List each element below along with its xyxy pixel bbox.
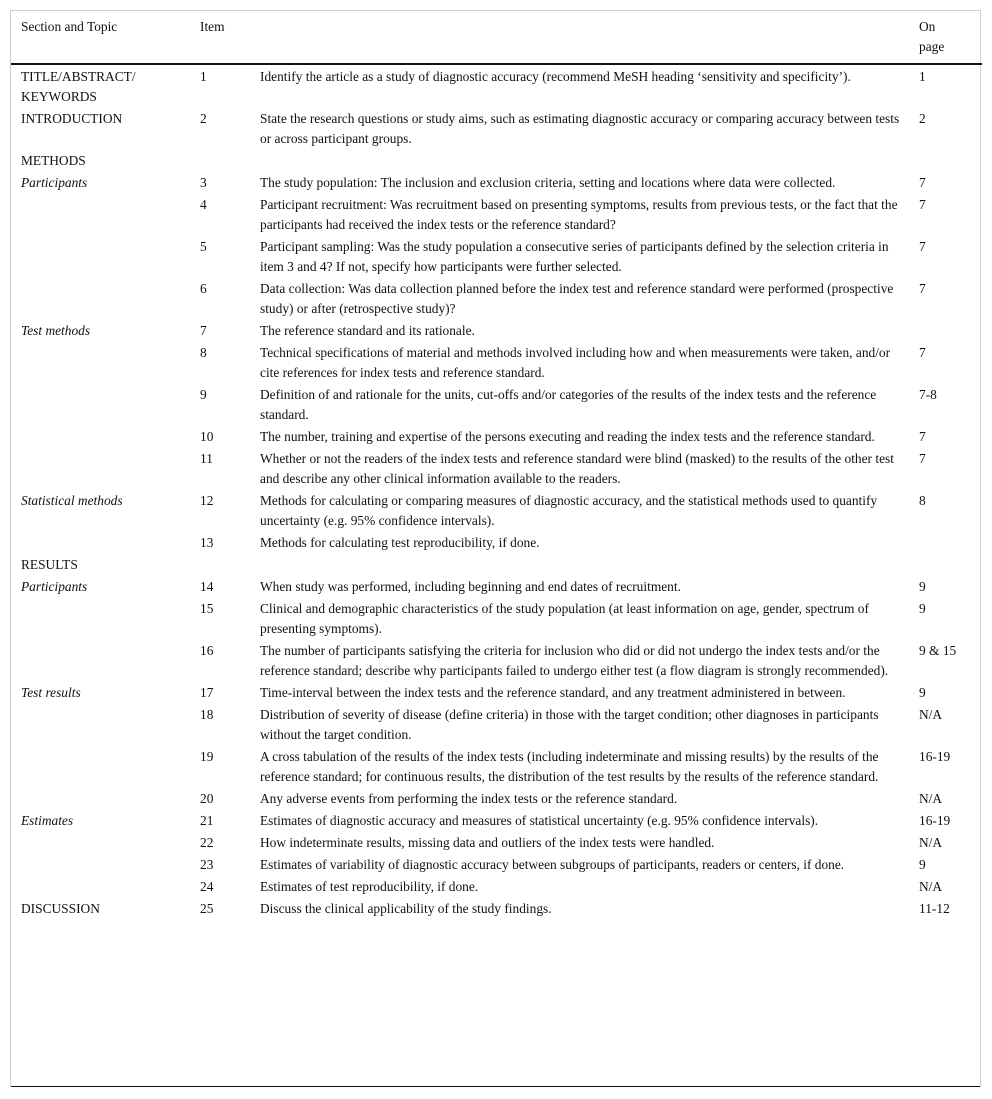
on-page-cell — [919, 321, 982, 343]
section-cell — [11, 195, 200, 237]
on-page-cell: 7-8 — [919, 387, 937, 402]
item-description-cell: Identify the article as a study of diagnostic accuracy (recommend MeSH heading ‘sensitivity and specificity’). — [260, 69, 851, 84]
item-description-cell: Discuss the clinical applicability of the study findings. — [260, 901, 552, 916]
item-number-cell: 12 — [200, 493, 214, 508]
item-description-cell — [260, 555, 919, 577]
section-cell — [11, 789, 200, 811]
item-number-cell: 9 — [200, 387, 207, 402]
item-description-cell: Participant sampling: Was the study population a consecutive series of participants defined by the selection criteria in item 3 and 4? If not, specify how participants were further selected. — [260, 239, 889, 274]
table-row — [11, 555, 982, 577]
item-description-cell: The number of participants satisfying the criteria for inclusion who did or did not undergo the index tests and/or the reference standard; describe why participants failed to undergo either test (a flow diagram is strongly recommended). — [260, 643, 889, 678]
header-on-page — [919, 11, 982, 64]
item-number-cell: 20 — [200, 791, 214, 806]
item-description-cell: Technical specifications of material and methods involved including how and when measurements were taken, and/or cite references for index tests and reference standard. — [260, 345, 891, 380]
section-cell: Test results — [21, 685, 81, 700]
table-row — [11, 789, 982, 811]
on-page-cell: 7 — [919, 175, 926, 190]
on-page-cell: N/A — [919, 835, 943, 850]
header-section-topic: Section and Topic — [21, 19, 118, 34]
on-page-cell — [919, 151, 982, 173]
table-row — [11, 683, 982, 705]
table-row — [11, 833, 982, 855]
on-page-cell: 7 — [919, 345, 926, 360]
item-number-cell: 17 — [200, 685, 214, 700]
item-description-cell: Participant recruitment: Was recruitment based on presenting symptoms, results from previous tests, or the fact that the participants had received the index tests or the reference standard? — [260, 197, 898, 232]
table-row — [11, 811, 982, 833]
item-number-cell: 25 — [200, 901, 214, 916]
table-row — [11, 427, 982, 449]
on-page-cell: 16-19 — [919, 813, 951, 828]
table-row — [11, 705, 982, 747]
item-number-cell: 5 — [200, 239, 207, 254]
section-cell: DISCUSSION — [21, 901, 100, 916]
item-description-cell: Definition of and rationale for the units, cut-offs and/or categories of the results of the index tests and the reference standard. — [260, 387, 877, 422]
on-page-cell: 9 — [919, 601, 926, 616]
on-page-cell: 9 — [919, 685, 926, 700]
item-number-cell — [200, 555, 260, 577]
section-cell: TITLE/ABSTRACT/ KEYWORDS — [21, 69, 136, 104]
table-row — [11, 237, 982, 279]
item-number-cell: 18 — [200, 707, 214, 722]
on-page-cell: 9 — [919, 857, 926, 872]
item-description-cell: Data collection: Was data collection planned before the index test and reference standard were performed (prospective study) or after (retrospective study)? — [260, 281, 894, 316]
on-page-cell: 11-12 — [919, 901, 950, 916]
on-page-cell: 7 — [919, 239, 926, 254]
item-description-cell: Any adverse events from performing the index tests or the reference standard. — [260, 791, 678, 806]
section-cell — [11, 855, 200, 877]
item-description-cell: When study was performed, including beginning and end dates of recruitment. — [260, 579, 681, 594]
on-page-cell: N/A — [919, 707, 943, 722]
table-row — [11, 877, 982, 899]
item-number-cell: 11 — [200, 451, 213, 466]
table-row — [11, 899, 982, 921]
item-number-cell: 19 — [200, 749, 214, 764]
table-row — [11, 343, 982, 385]
on-page-cell — [919, 555, 982, 577]
item-description-cell: Estimates of test reproducibility, if done. — [260, 879, 479, 894]
on-page-cell: 16-19 — [919, 749, 951, 764]
on-page-cell: 9 — [919, 579, 926, 594]
table-row — [11, 279, 982, 321]
section-cell: Participants — [21, 175, 88, 190]
section-cell: METHODS — [21, 153, 86, 168]
section-cell: Statistical methods — [21, 493, 123, 508]
item-description-cell: The number, training and expertise of the persons executing and reading the index tests and the reference standard. — [260, 429, 875, 444]
section-cell — [11, 833, 200, 855]
table-row — [11, 533, 982, 555]
section-cell — [11, 449, 200, 491]
on-page-cell: N/A — [919, 879, 943, 894]
section-cell: Test methods — [21, 323, 91, 338]
table-row — [11, 747, 982, 789]
item-description-cell: Methods for calculating or comparing measures of diagnostic accuracy, and the statistical methods used to quantify uncertainty (e.g. 95% confidence intervals). — [260, 493, 878, 528]
section-cell — [11, 237, 200, 279]
on-page-cell: N/A — [919, 791, 943, 806]
on-page-cell: 8 — [919, 493, 926, 508]
item-description-cell — [260, 151, 919, 173]
table-body — [11, 64, 982, 921]
on-page-cell — [919, 533, 982, 555]
on-page-cell: 2 — [919, 111, 926, 126]
table-row — [11, 64, 982, 109]
item-description-cell: Estimates of diagnostic accuracy and measures of statistical uncertainty (e.g. 95% confidence intervals). — [260, 813, 819, 828]
on-page-cell: 7 — [919, 281, 926, 296]
section-cell: INTRODUCTION — [21, 111, 123, 126]
on-page-cell: 7 — [919, 451, 926, 466]
item-description-cell: Time-interval between the index tests and the reference standard, and any treatment administered in between. — [260, 685, 846, 700]
item-description-cell: State the research questions or study aims, such as estimating diagnostic accuracy or comparing accuracy between tests or across participant groups. — [260, 111, 900, 146]
table-row — [11, 321, 982, 343]
section-cell — [11, 385, 200, 427]
table-bottom-rule — [11, 1086, 980, 1087]
on-page-cell: 7 — [919, 429, 926, 444]
item-number-cell: 10 — [200, 429, 214, 444]
section-cell: Estimates — [21, 813, 74, 828]
section-cell: Participants — [21, 579, 88, 594]
section-cell — [11, 877, 200, 899]
section-cell — [11, 641, 200, 683]
item-number-cell: 1 — [200, 69, 207, 84]
table-row — [11, 109, 982, 151]
item-description-cell: Whether or not the readers of the index tests and reference standard were blind (masked) to the results of the other test and describe any other clinical information available to the readers. — [260, 451, 894, 486]
on-page-cell: 1 — [919, 69, 926, 84]
item-number-cell: 8 — [200, 345, 207, 360]
item-number-cell: 21 — [200, 813, 214, 828]
item-number-cell — [200, 151, 260, 173]
item-description-cell: Distribution of severity of disease (define criteria) in those with the target condition; other diagnoses in participants without the target condition. — [260, 707, 879, 742]
section-cell — [11, 279, 200, 321]
table-row — [11, 577, 982, 599]
item-description-cell: Methods for calculating test reproducibility, if done. — [260, 535, 540, 550]
header-on-page-line1: On — [919, 19, 936, 34]
item-number-cell: 7 — [200, 323, 207, 338]
item-number-cell: 15 — [200, 601, 214, 616]
table-row — [11, 599, 982, 641]
section-cell: RESULTS — [21, 557, 78, 572]
header-item: Item — [200, 19, 225, 34]
header-on-page-line2: page — [919, 39, 945, 54]
item-description-cell: The study population: The inclusion and exclusion criteria, setting and locations where data were collected. — [260, 175, 836, 190]
checklist-table — [11, 11, 982, 921]
item-number-cell: 13 — [200, 535, 214, 550]
item-number-cell: 22 — [200, 835, 214, 850]
item-description-cell: Estimates of variability of diagnostic accuracy between subgroups of participants, readers or centers, if done. — [260, 857, 845, 872]
table-row — [11, 855, 982, 877]
item-number-cell: 14 — [200, 579, 214, 594]
section-cell — [11, 533, 200, 555]
table-row — [11, 641, 982, 683]
table-header — [11, 11, 982, 64]
table-row — [11, 385, 982, 427]
section-cell — [11, 705, 200, 747]
table-row — [11, 195, 982, 237]
section-cell — [11, 427, 200, 449]
section-cell — [11, 343, 200, 385]
item-number-cell: 16 — [200, 643, 214, 658]
item-description-cell: Clinical and demographic characteristics of the study population (at least information on age, gender, spectrum of presenting symptoms). — [260, 601, 869, 636]
table-row — [11, 151, 982, 173]
stard-checklist-document — [10, 10, 981, 1087]
item-number-cell: 6 — [200, 281, 207, 296]
section-cell — [11, 599, 200, 641]
item-number-cell: 24 — [200, 879, 214, 894]
item-description-cell: The reference standard and its rationale. — [260, 323, 475, 338]
section-cell — [11, 747, 200, 789]
table-row — [11, 491, 982, 533]
item-number-cell: 2 — [200, 111, 207, 126]
item-description-cell: How indeterminate results, missing data and outliers of the index tests were handled. — [260, 835, 715, 850]
table-row — [11, 449, 982, 491]
item-number-cell: 3 — [200, 175, 207, 190]
item-number-cell: 4 — [200, 197, 207, 212]
on-page-cell: 7 — [919, 197, 926, 212]
item-description-cell: A cross tabulation of the results of the index tests (including indeterminate and missing results) by the results of the reference standard; for continuous results, the distribution of the test results by the results of the reference standard. — [260, 749, 879, 784]
table-row — [11, 173, 982, 195]
item-number-cell: 23 — [200, 857, 214, 872]
on-page-cell: 9 & 15 — [919, 643, 957, 658]
